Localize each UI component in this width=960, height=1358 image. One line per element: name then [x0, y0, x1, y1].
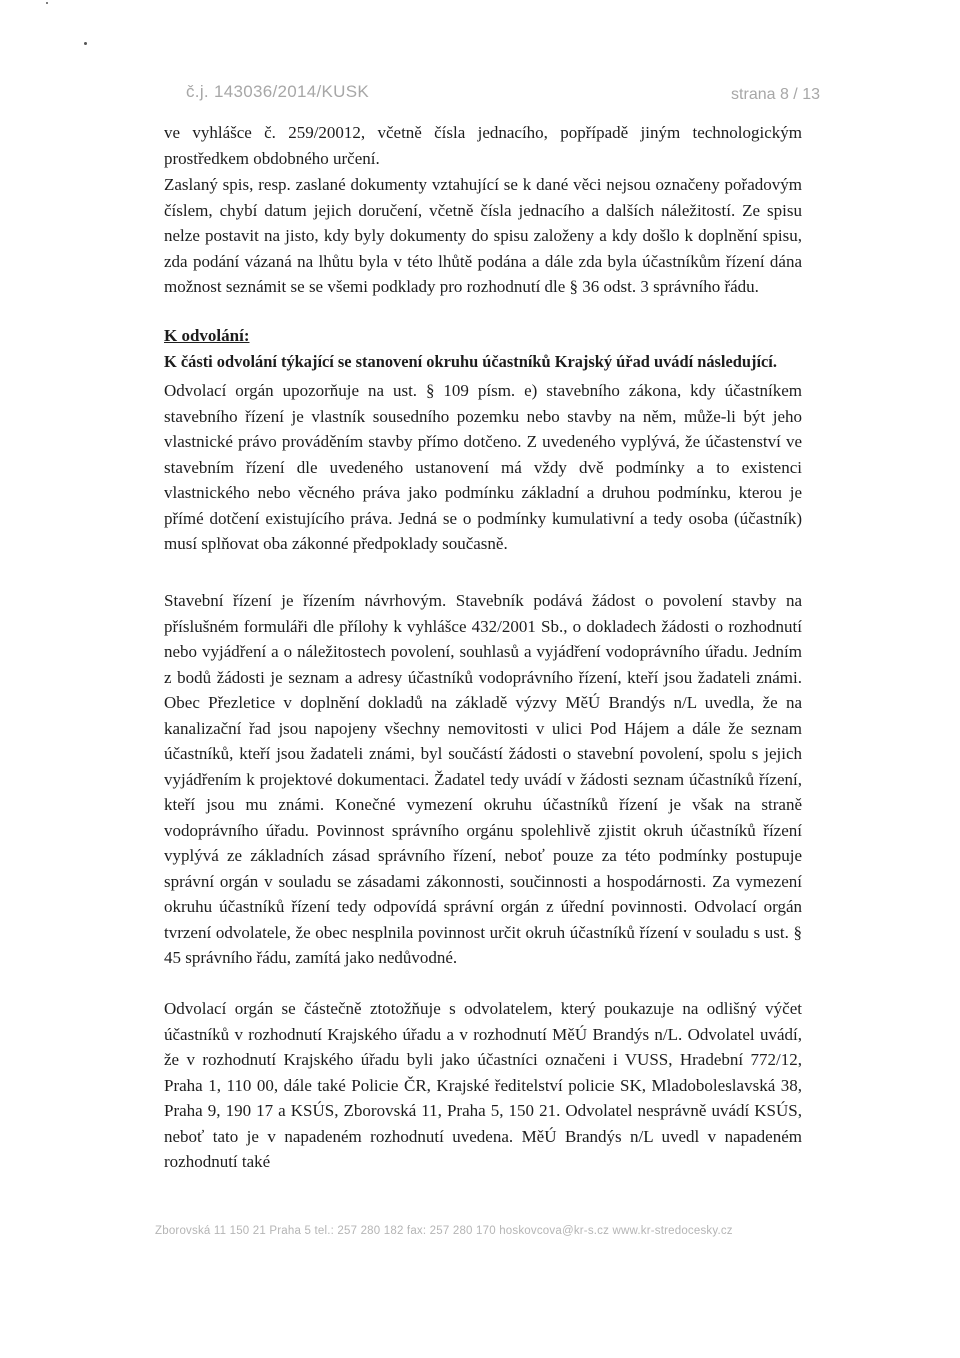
section-subheading: K části odvolání týkající se stanovení okruhu účastníků Krajský úřad uvádí následující.	[164, 352, 777, 371]
paragraph-ucastnik	[164, 378, 802, 557]
paragraph-text: Stavební řízení je řízením návrhovým. Stavebník podává žádost o povolení stavby na příslušném formuláři dle přílohy k vyhlášce 432/2001 Sb., o dokladech žádosti o rozhodnutí nebo vyjádření a o náležitostech povolení, souhlasů a vyjádření vodoprávního úřadu. Jedním z bodů žádosti je seznam a adresy účastníků vodoprávního řízení, kteří jsou žadateli známi. Obec Přezletice v doplnění dokladů na základě výzvy MěÚ Brandýs n/L uvedla, že na kanalizační řad jsou napojeny všechny nemovitosti v ulici Pod Hájem a dále že seznam účastníků, kteří jsou žadateli známi, byl součástí žádosti o stavební povolení, spolu s jejich vyjádřením k projektové dokumentaci. Žadatel tedy uvádí v žádosti seznam účastníků řízení, kteří jsou mu známi. Konečné vymezení okruhu účastníků řízení je však na straně vodoprávního úřadu. Povinnost správního orgánu spolehlivě zjistit okruh účastníků řízení vyplývá ze základních zásad správního řízení, neboť pouze za této podmínky postupuje správní orgán v souladu se zásadami zákonnosti, součinnosti a hospodárnosti. Za vymezení okruhu účastníků řízení tedy odpovídá správní orgán z úřední povinnosti. Odvolací orgán tvrzení odvolatele, že obec nesplnila povinnost určit okruh účastníků řízení v souladu s ust. § 45 správního řádu, zamítá jako nedůvodné.	[164, 591, 802, 967]
paragraph-text: Odvolací orgán upozorňuje na ust. § 109 písm. e) stavebního zákona, kdy účastníkem stavebního řízení je vlastník sousedního pozemku nebo stavby na něm, může-li být jeho vlastnické právo prováděním stavby přímo dotčeno. Z uvedeného vyplývá, že účastenství ve stavebním řízení dle uvedeného ustanovení má vždy dvě podmínky a to existenci vlastnického nebo věcného práva jako podmínku základní a druhou podmínku, kterou je přímé dotčení existujícího práva. Jedná se o podmínky kumulativní a tedy osoba (účastník) musí splňovat oba zákonné předpoklady současně.	[164, 381, 802, 553]
paragraph-spis	[164, 172, 802, 300]
paragraph-text: ve vyhlášce č. 259/20012, včetně čísla jednacího, popřípadě jiným technologickým prostředkem obdobného určení.	[164, 123, 802, 168]
page-number: strana 8 / 13	[731, 86, 820, 103]
document-reference-number: č.j. 143036/2014/KUSK	[186, 82, 370, 101]
paragraph-text: Zaslaný spis, resp. zaslané dokumenty vztahující se k dané věci nejsou označeny pořadovým číslem, chybí datum jejich doručení, včetně čísla jednacího a dalších náležitostí. Ze spisu nelze postavit na jisto, kdy byly dokumenty do spisu založeny a kdy došlo k doplnění spisu, zda podání vázaná na lhůtu byla v této lhůtě podána a dále zda byla účastníkům řízení dána možnost seznámit se se všemi podklady pro rozhodnutí dle § 36 odst. 3 správního řádu.	[164, 175, 802, 296]
scan-speck	[84, 42, 87, 45]
paragraph-odlisny-vycet	[164, 996, 802, 1175]
section-heading: K odvolání:	[164, 326, 250, 345]
scan-speck	[46, 2, 48, 4]
paragraph-text: Odvolací orgán se částečně ztotožňuje s odvolatelem, který poukazuje na odlišný výčet účastníků v rozhodnutí Krajského úřadu a v rozhodnutí MěÚ Brandýs n/L. Odvolatel uvádí, že v rozhodnutí Krajského úřadu byli jako účastníci označeni i VUSS, Hradební 772/12, Praha 1, 110 00, dále také Policie ČR, Krajské ředitelství policie SK, Mladoboleslavská 38, Praha 9, 190 17 a KSÚS, Zborovská 11, Praha 5, 150 21. Odvolatel nesprávně uvádí KSÚS, neboť tato je v napadeném rozhodnutí uvedena. MěÚ Brandýs n/L uvedl v napadeném rozhodnutí také	[164, 999, 802, 1171]
footer-contact: Zborovská 11 150 21 Praha 5 tel.: 257 280 182 fax: 257 280 170 hoskovcova@kr-s.cz www.kr-stredocesky.cz	[155, 1225, 733, 1237]
paragraph-stavebni-rizeni	[164, 588, 802, 971]
paragraph-continuation	[164, 120, 802, 171]
